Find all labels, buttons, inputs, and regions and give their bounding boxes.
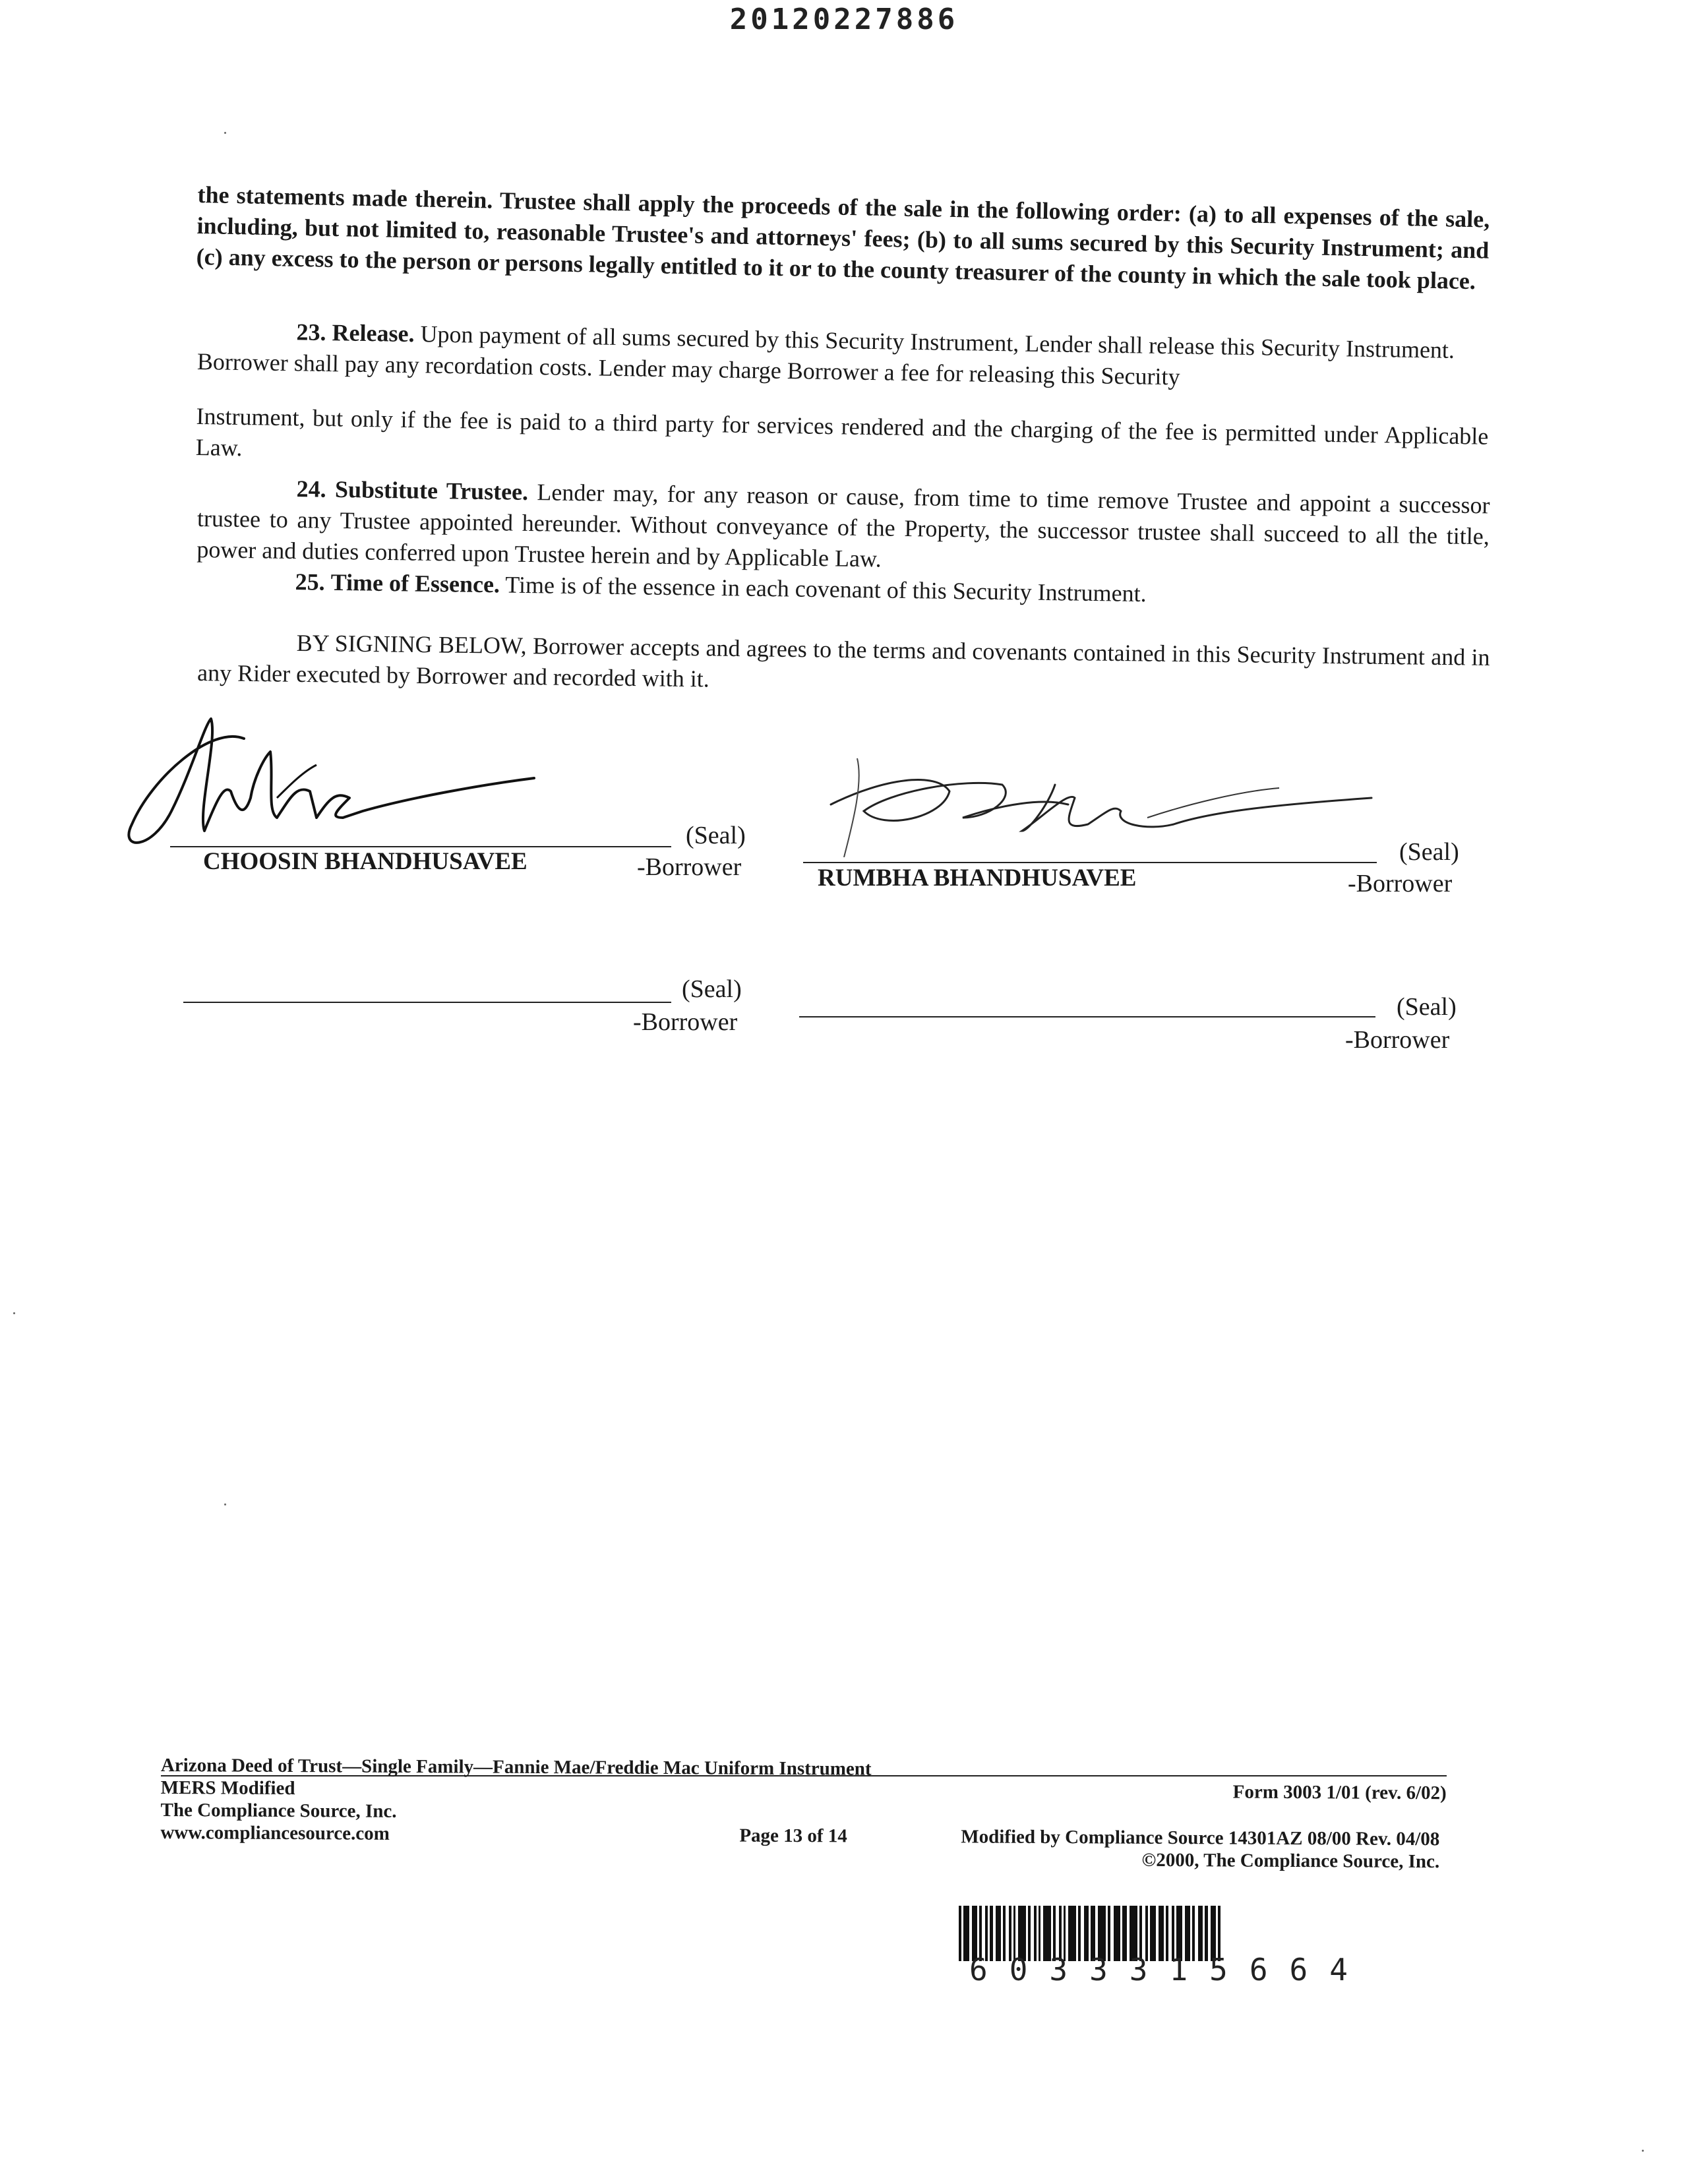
scan-speck	[1642, 2150, 1644, 2152]
signature-line	[799, 1016, 1375, 1017]
section-heading: Substitute Trustee.	[334, 475, 529, 505]
signing-statement	[197, 626, 1490, 704]
paragraph-text: the statements made therein. Trustee shall apply the proceeds of the sale in the following order: (a) to all expenses of the sale, including, but not limited to, reasonable Trustee's and attorneys' fees; (b) to all sums secured by this Security Instrument; and (c) any excess to the person or persons legally entitled to it or to the county treasurer of the county in which the sale took place.	[196, 181, 1490, 295]
company-website: www.compliancesource.com	[160, 1821, 390, 1844]
modified-by: Modified by Compliance Source 14301AZ 08/00 Rev. 04/08	[961, 1826, 1440, 1850]
borrower-label: -Borrower	[1348, 870, 1453, 897]
barcode-number: 6033315664	[969, 1952, 1370, 1987]
footer-left	[160, 1754, 985, 1848]
borrower-label: -Borrower	[1345, 1026, 1450, 1054]
signature-line	[183, 1002, 671, 1003]
scan-speck	[13, 1312, 15, 1314]
section-heading: Release.	[332, 319, 415, 348]
handwritten-signature-2	[804, 732, 1385, 857]
signature-line	[803, 862, 1377, 863]
seal-label: (Seal)	[686, 822, 746, 849]
section-number: 25.	[295, 568, 325, 595]
section-number: 23.	[296, 318, 326, 346]
signing-text: BY SIGNING BELOW, Borrower accepts and agrees to the terms and covenants contained in this Security Instrument and in any Rider executed by Borrower and recorded with it.	[196, 629, 1490, 692]
scan-speck	[224, 1503, 226, 1505]
signer-name: CHOOSIN BHANDHUSAVEE	[203, 848, 528, 875]
barcode-bar	[959, 1906, 961, 1961]
section-text: Time is of the essence in each covenant of this Security Instrument.	[505, 571, 1147, 607]
footer-right	[961, 1825, 1439, 1873]
mers-label: MERS Modified	[160, 1776, 295, 1800]
recording-number: 20120227886	[729, 3, 959, 36]
copyright: ©2000, The Compliance Source, Inc.	[1141, 1849, 1440, 1873]
section-text: Upon payment of all sums secured by this Security Instrument, Lender shall release this Security Instrument. Borrower shall pay any recordation costs. Lender may charge Borrower a fee for releasing this Security	[196, 320, 1455, 390]
section-24-substitute-trustee	[196, 472, 1490, 583]
company-name: The Compliance Source, Inc.	[160, 1799, 397, 1822]
form-number: Form 3003 1/01 (rev. 6/02)	[1232, 1781, 1447, 1804]
form-footer	[160, 1754, 1447, 1873]
handwritten-signature-1	[112, 699, 541, 857]
barcode-bar	[963, 1906, 969, 1961]
page-number: Page 13 of 14	[739, 1825, 847, 1847]
section-number: 24.	[296, 475, 326, 502]
seal-label: (Seal)	[1397, 993, 1457, 1021]
scan-speck	[224, 132, 226, 134]
seal-label: (Seal)	[682, 975, 742, 1003]
section-23-release	[195, 315, 1490, 483]
section-text-continued: Instrument, but only if the fee is paid to a third party for services rendered and the charging of the fee is permitted under Applicable Law.	[195, 402, 1489, 462]
paragraph-sale-proceeds	[196, 179, 1490, 297]
signer-name: RUMBHA BHANDHUSAVEE	[818, 864, 1137, 892]
borrower-label: -Borrower	[637, 853, 742, 881]
seal-label: (Seal)	[1399, 838, 1459, 866]
section-24-25	[196, 472, 1490, 614]
borrower-label: -Borrower	[633, 1008, 738, 1036]
section-text: Lender may, for any reason or cause, from time to time remove Trustee and appoint a successor trustee to any Trustee appointed hereunder. Without conveyance of the Property, the successor trustee shall succeed to all the title, power and duties conferred upon Trustee herein and by Applicable Law.	[196, 479, 1490, 572]
section-heading: Time of Essence.	[330, 568, 500, 598]
form-title: Arizona Deed of Trust—Single Family—Fannie Mae/Freddie Mac Uniform Instrument	[160, 1755, 872, 1780]
